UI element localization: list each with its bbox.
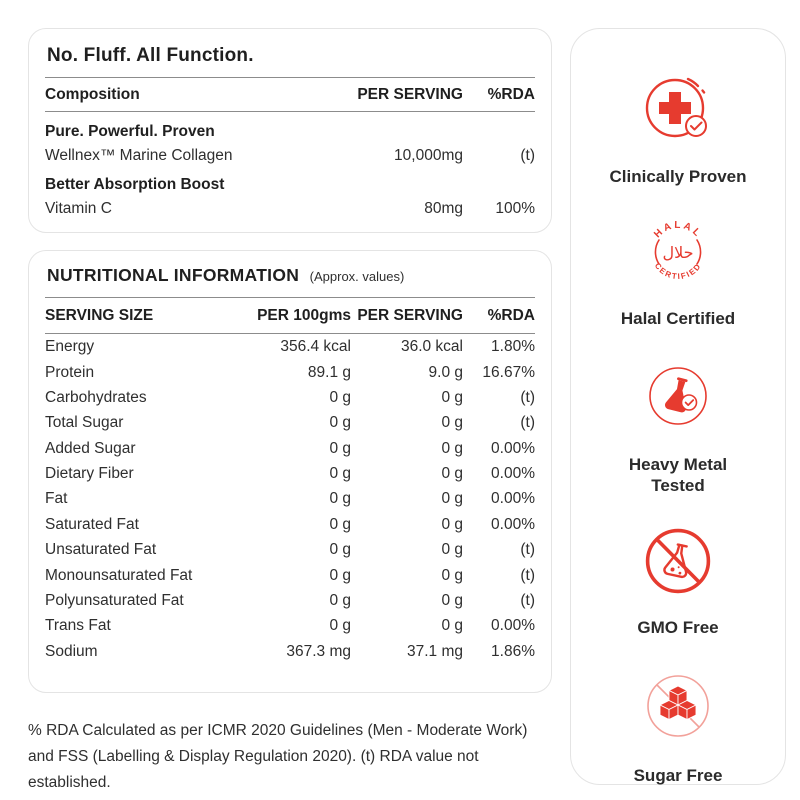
nutrition-row <box>45 562 535 587</box>
per-serving-value: 0 g <box>441 617 463 635</box>
nutrition-row <box>45 639 535 664</box>
nutrient-name: Saturated Fat <box>45 515 139 533</box>
per-100-value: 0 g <box>329 439 351 457</box>
rda-value: (t) <box>520 541 535 559</box>
badge-label: Clinically Proven <box>609 167 747 186</box>
group-heading: Better Absorption Boost <box>45 176 225 193</box>
per-serving-value: 9.0 g <box>428 363 463 381</box>
nutrition-row <box>45 436 535 461</box>
composition-row <box>45 141 535 165</box>
nutrient-name: Fat <box>45 490 68 508</box>
per-100-value: 0 g <box>329 617 351 635</box>
rda-value: 1.86% <box>491 642 535 660</box>
per-100-value: 0 g <box>329 465 351 483</box>
ingredient-name: Wellnex™ Marine Collagen <box>45 147 233 164</box>
flask-crossed-icon <box>641 524 715 603</box>
flask-check-icon <box>639 357 717 440</box>
badge-gmo-free <box>637 524 718 638</box>
sugar-cubes-crossed-icon <box>638 666 718 751</box>
certification-badge-panel <box>570 28 786 785</box>
nutrition-row <box>45 334 535 360</box>
composition-row <box>45 194 535 218</box>
per-serving-value: 0 g <box>441 591 463 609</box>
per-100-value: 0 g <box>329 541 351 559</box>
rda-value: 16.67% <box>482 363 535 381</box>
halal-stamp-top-text: HALAL <box>652 219 704 241</box>
nutrition-table <box>45 298 535 664</box>
rda-value: 0.00% <box>491 515 535 533</box>
group-heading: Pure. Powerful. Proven <box>45 123 215 140</box>
composition-header-row <box>45 78 535 112</box>
rda-value: (t) <box>520 147 535 164</box>
per-100-value: 367.3 mg <box>286 642 351 660</box>
per-serving-value: 0 g <box>441 388 463 406</box>
rda-column-header: %RDA <box>463 298 535 334</box>
nutrition-row <box>45 613 535 638</box>
nutrition-card-subtitle: (Approx. values) <box>309 269 405 284</box>
badge-label: Halal Certified <box>620 309 736 328</box>
per-serving-value: 0 g <box>441 414 463 432</box>
rda-value: (t) <box>520 388 535 406</box>
rda-value: 0.00% <box>491 465 535 483</box>
nutrient-name: Dietary Fiber <box>45 465 134 483</box>
nutrition-card <box>28 250 552 693</box>
rda-value: (t) <box>520 591 535 609</box>
per-serving-value: 0 g <box>441 566 463 584</box>
nutrition-row <box>45 461 535 486</box>
halal-certified-stamp-icon <box>641 215 715 294</box>
per-serving-value: 0 g <box>441 515 463 533</box>
per-serving-value: 0 g <box>441 465 463 483</box>
rda-value: 0.00% <box>491 490 535 508</box>
badge-clinically-proven <box>610 67 747 187</box>
per-100-value: 0 g <box>329 414 351 432</box>
badge-heavy-metal-tested <box>603 357 753 496</box>
per-serving-column-header: PER SERVING <box>333 78 463 112</box>
nutrition-row <box>45 588 535 613</box>
rda-value: 0.00% <box>491 439 535 457</box>
medical-cross-check-icon <box>638 67 718 152</box>
nutrition-row <box>45 512 535 537</box>
svg-text:CERTIFIED <box>653 261 704 281</box>
nutrition-card-title: NUTRITIONAL INFORMATION <box>47 265 300 285</box>
ingredient-name: Vitamin C <box>45 200 112 217</box>
nutrition-card-title-row <box>47 265 535 287</box>
composition-group-heading-row <box>45 112 535 142</box>
badge-halal-certified <box>621 215 735 329</box>
halal-stamp-bottom-text: CERTIFIED <box>652 261 704 282</box>
nutrient-name: Energy <box>45 338 95 356</box>
badge-label: Heavy Metal Tested <box>628 455 728 495</box>
nutrition-header-row <box>45 298 535 334</box>
per-serving-value: 37.1 mg <box>406 642 463 660</box>
rda-value: (t) <box>520 566 535 584</box>
per-100-value: 0 g <box>329 490 351 508</box>
per-100-value: 0 g <box>329 515 351 533</box>
svg-text:HALAL <box>652 220 704 240</box>
nutrient-name: Added Sugar <box>45 439 136 457</box>
rda-column-header: %RDA <box>463 78 535 112</box>
per-serving-value: 0 g <box>441 439 463 457</box>
per-100-value: 0 g <box>329 388 351 406</box>
nutrient-name: Monounsaturated Fat <box>45 566 193 584</box>
per-serving-value: 36.0 kcal <box>400 338 463 356</box>
per-serving-value: 10,000mg <box>394 147 463 164</box>
nutrition-row <box>45 359 535 384</box>
rda-value: 100% <box>495 200 535 217</box>
nutrition-row <box>45 410 535 435</box>
composition-group-heading-row <box>45 165 535 194</box>
rda-value: 0.00% <box>491 617 535 635</box>
nutrient-name: Trans Fat <box>45 617 111 635</box>
per-100-column-header: PER 100gms <box>231 298 351 334</box>
nutrition-row <box>45 385 535 410</box>
per-100-value: 0 g <box>329 566 351 584</box>
nutrient-name: Sodium <box>45 642 98 660</box>
composition-column-header: Composition <box>45 78 333 112</box>
nutrition-row <box>45 537 535 562</box>
composition-card-title: No. Fluff. All Function. <box>47 45 254 66</box>
nutrient-name: Carbohydrates <box>45 388 147 406</box>
per-serving-value: 80mg <box>424 200 463 217</box>
nutrient-name: Polyunsaturated Fat <box>45 591 184 609</box>
rda-footnote: % RDA Calculated as per ICMR 2020 Guidelines (Men - Moderate Work) and FSS (Labelling & Display Regulation 2020). (t) RDA value not established. <box>28 721 528 791</box>
rda-value: 1.80% <box>491 338 535 356</box>
badge-sugar-free <box>634 666 723 786</box>
per-100-value: 356.4 kcal <box>280 338 351 356</box>
composition-card <box>28 28 552 233</box>
per-100-value: 89.1 g <box>307 363 351 381</box>
serving-size-column-header: SERVING SIZE <box>45 298 231 334</box>
nutrition-row <box>45 486 535 511</box>
nutrient-name: Protein <box>45 363 95 381</box>
badge-label: Sugar Free <box>633 766 723 785</box>
nutrient-name: Total Sugar <box>45 414 124 432</box>
per-100-value: 0 g <box>329 591 351 609</box>
halal-stamp-arabic-text: حلال <box>662 243 694 262</box>
rda-value: (t) <box>520 414 535 432</box>
per-serving-value: 0 g <box>441 490 463 508</box>
per-serving-column-header: PER SERVING <box>351 298 463 334</box>
composition-table <box>45 78 535 218</box>
nutrient-name: Unsaturated Fat <box>45 541 157 559</box>
per-serving-value: 0 g <box>441 541 463 559</box>
badge-label: GMO Free <box>637 618 719 637</box>
